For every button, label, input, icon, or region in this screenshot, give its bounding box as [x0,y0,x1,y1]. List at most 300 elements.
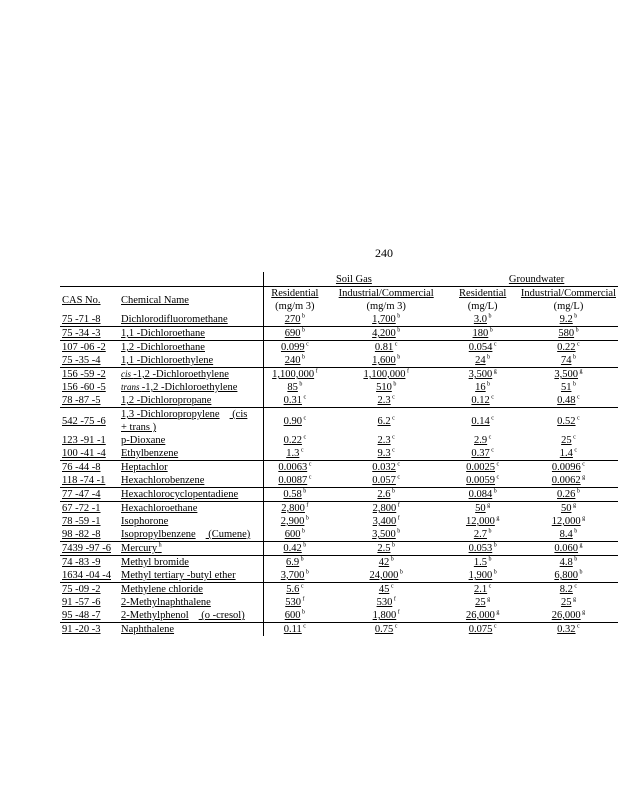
gw-residential-value: 0.053 [468,543,493,554]
gw-residential-cell [446,596,518,609]
chemical-name [121,584,203,595]
soil-residential-value: 270 [284,314,301,325]
footnote-mark: c [395,461,401,468]
gw-residential-value: 180 [472,328,489,339]
chemical-name-text: 2-Methylnaphthalene [121,597,211,608]
gw-industrial-cell [519,447,618,461]
soil-residential-value: 0.22 [283,435,302,446]
soil-industrial-value: 42 [378,557,390,568]
footnote-mark: b [574,327,579,334]
chemical-name [121,435,165,446]
gw-residential-value: 12,000 [465,516,495,527]
footnote-mark: g [485,502,491,509]
gw-industrial-cell [519,556,618,570]
gw-residential-value: 1,900 [468,570,493,581]
footnote-mark: f [396,515,400,522]
soil-industrial-value: 0.75 [374,624,394,635]
chemical-name-text: Hexachloroethane [121,503,198,514]
gw-residential-value: 0.084 [468,489,493,500]
soil-industrial-value: 1,100,000 [363,369,406,380]
soil-residential-cell [263,447,326,461]
gw-residential-value: 0.0025 [466,462,496,473]
gw-industrial-value: 4.8 [559,557,573,568]
gw-industrial-cell [519,327,618,341]
gw-residential-cell [446,569,518,583]
soil-industrial-cell [326,569,446,583]
gw-residential-cell [446,447,518,461]
footnote-mark: g [580,474,586,481]
footnote-mark: g [492,368,497,375]
gw-industrial-value: 0.32 [557,624,576,635]
gw-industrial-cell [519,542,618,556]
soil-residential-value: 5.6 [286,584,300,595]
footnote-mark: c [487,583,492,590]
gw-industrial-cell [519,341,618,355]
footnote-mark: f [314,368,318,375]
cas-number: 78 -87 -5 [62,395,101,406]
footnote-mark: c [572,583,578,590]
footnote-mark: b [488,327,493,334]
cas-number: 77 -47 -4 [62,489,101,500]
footnote-mark: b [300,528,305,535]
footnote-mark: c [307,474,312,481]
cas-number: 95 -48 -7 [62,610,101,621]
gw-residential-value: 1.5 [473,557,487,568]
soil-industrial-cell [326,623,446,637]
footnote-mark: b [398,569,403,576]
gw-residential-header: Residential [459,288,507,299]
soil-industrial-cell [326,313,446,327]
footnote-mark: c [307,461,312,468]
soil-industrial-cell [326,381,446,394]
table-row [60,609,618,623]
footnote-mark: f [405,368,409,375]
soil-residential-cell [263,408,326,435]
soil-residential-units: (mg/m 3) [275,301,315,312]
soil-industrial-value: 2.6 [377,489,391,500]
gw-industrial-value: 0.22 [557,342,576,353]
gw-residential-cell [446,488,518,502]
soil-industrial-cell [326,434,446,447]
cas-number-cell [60,502,119,516]
cas-number: 78 -59 -1 [62,516,101,527]
cas-number: 118 -74 -1 [62,475,106,486]
footnote-mark: c [393,623,398,630]
chemical-name [121,382,237,393]
gw-residential-units: (mg/L) [467,301,498,312]
footnote-mark: g [571,502,576,509]
soil-industrial-value: 9.3 [377,448,391,459]
footnote-mark: b [390,542,395,549]
cas-number-cell [60,515,119,528]
soil-residential-cell [263,623,326,637]
soil-industrial-value: 2.3 [377,395,391,406]
soil-industrial-cell [326,354,446,368]
footnote-mark: b [492,542,497,549]
chemical-name [121,610,245,621]
cas-number-cell [60,596,119,609]
footnote-mark: c [389,583,394,590]
chemical-name-line2: + trans ) [121,422,157,433]
footnote-mark: c [571,434,576,441]
soil-residential-cell [263,488,326,502]
groundwater-header: Groundwater [508,273,565,285]
chemical-name-cell [119,569,263,583]
soil-industrial-cell [326,502,446,516]
gw-industrial-cell [519,368,618,382]
chemical-name-text: Naphthalene [121,624,175,635]
soil-residential-cell [263,609,326,623]
chemical-name-cell [119,434,263,447]
gw-industrial-value: 50 [560,503,572,514]
soil-industrial-value: 2.5 [377,543,391,554]
gw-industrial-value: 0.48 [557,395,576,406]
footnote-mark: b [575,488,580,495]
gw-industrial-cell [519,515,618,528]
chemical-name [121,409,247,420]
soil-industrial-value: 6.2 [377,415,391,427]
footnote-mark: c [575,415,580,421]
gw-residential-value: 2.7 [473,529,487,540]
gw-residential-value: 2.1 [474,584,488,595]
soil-industrial-value: 45 [378,584,390,595]
footnote-mark: b [485,354,491,361]
cas-number-cell [60,461,119,475]
gw-residential-value: 25 [475,597,486,608]
soil-residential-value: 0.31 [283,395,302,406]
chemical-name-cell [119,596,263,609]
cas-number-cell [60,313,119,327]
cas-number-cell [60,327,119,341]
cas-number-cell [60,488,119,502]
table-row [60,408,618,435]
chemical-name [121,369,229,380]
chemical-name-cell [119,542,263,556]
cas-number-cell [60,528,119,542]
soil-industrial-header: Industrial/Commercial [338,288,434,299]
soil-industrial-cell [326,327,446,341]
footnote-mark: f [396,609,400,616]
cas-number-cell [60,623,119,637]
gw-residential-value: 26,000 [465,610,495,621]
chemical-prefix: cis [121,369,134,379]
table-row [60,502,618,516]
gw-residential-value: 0.37 [471,448,490,459]
chemical-name [121,355,213,366]
gw-residential-value: 3.0 [473,314,487,325]
gw-residential-cell [446,434,518,447]
footnote-mark: c [575,394,580,401]
soil-residential-value: 0.11 [283,624,302,635]
soil-industrial-cell [326,474,446,488]
cas-number-cell [60,609,119,623]
soil-gas-groundwater-table [60,272,618,636]
gw-residential-cell [446,408,518,435]
soil-residential-value: 2,900 [280,516,305,527]
chemical-name-cell [119,583,263,597]
soil-industrial-cell [326,609,446,623]
gw-industrial-cell [519,569,618,583]
gw-residential-cell [446,609,518,623]
footnote-mark: b [395,327,401,334]
footnote-mark: b [300,354,305,361]
chemical-name-cell [119,461,263,475]
soil-residential-value: 6.9 [286,557,300,568]
chemical-name-text: Methyl bromide [121,557,189,568]
chemical-name [121,475,204,486]
gw-residential-cell [446,381,518,394]
soil-residential-cell [263,341,326,355]
soil-industrial-cell [326,368,446,382]
footnote-mark: b [572,313,578,320]
chemical-name-text: -1,2 -Dichloroethylene [133,369,229,380]
cas-number: 7439 -97 -6 [62,543,111,554]
gw-residential-cell [446,327,518,341]
table-row [60,528,618,542]
gw-industrial-cell [519,609,618,623]
soil-industrial-value: 0.81 [374,342,394,353]
footnote-mark: g [485,596,491,603]
chemical-name-text: 2-Methylphenol [121,610,189,621]
soil-residential-cell [263,368,326,382]
soil-residential-value: 0.099 [280,342,305,353]
soil-residential-value: 0.58 [283,489,302,500]
chemical-name-text: Hexachlorobenzene [121,475,205,486]
gw-residential-value: 3,500 [468,369,493,380]
gw-industrial-value: 0.060 [554,543,579,554]
soil-residential-value: 530 [285,597,301,608]
gw-industrial-cell [519,583,618,597]
soil-residential-cell [263,583,326,597]
gw-industrial-value: 25 [561,435,572,446]
gw-industrial-cell [519,381,618,394]
chemical-name-cell [119,368,263,382]
footnote-mark: b [300,313,305,320]
gw-residential-cell [446,394,518,408]
soil-residential-header: Residential [271,288,319,299]
footnote-mark: c [487,434,492,441]
footnote-mark: b [299,556,304,563]
footnote-mark: b [485,381,491,388]
soil-residential-value: 0.42 [283,543,302,554]
soil-residential-cell [263,434,326,447]
cas-number-cell [60,434,119,447]
footnote-mark: g [578,542,583,549]
gw-industrial-value: 74 [560,355,572,366]
cas-number: 75 -09 -2 [62,584,101,595]
footnote-mark: b [395,354,401,361]
chemical-name-text: -1,2 -Dichloroethylene [141,382,238,393]
footnote-mark: c [301,434,307,441]
table-row [60,313,618,327]
gw-industrial-cell [519,488,618,502]
footnote-mark: b [389,556,394,563]
table-row [60,556,618,570]
chemical-name-header: Chemical Name [121,294,189,306]
chemical-name-text: 1,3 -Dichloropropylene [121,409,220,420]
soil-residential-cell [263,515,326,528]
chemical-name-cell [119,609,263,623]
gw-industrial-value: 3,500 [554,369,579,380]
cas-number-cell [60,474,119,488]
gw-industrial-value: 25 [560,597,572,608]
gw-residential-cell [446,461,518,475]
footnote-mark: g [578,368,583,375]
footnote-mark: b [304,515,309,522]
soil-residential-value: 690 [284,328,301,339]
gw-residential-cell [446,341,518,355]
cas-number: 76 -44 -8 [62,462,101,473]
footnote-mark: c [299,583,304,590]
cas-number-cell [60,447,119,461]
cas-number-cell [60,569,119,583]
table-row [60,354,618,368]
gw-residential-value: 24 [475,355,486,366]
soil-residential-cell [263,381,326,394]
chemical-name-text: 1,2 -Dichloroethane [121,342,205,353]
soil-industrial-cell [326,515,446,528]
chemical-name-cell [119,354,263,368]
footnote-mark: b [492,569,497,576]
footnote-mark: c [575,341,580,348]
chemical-name-text: p-Dioxane [121,435,166,446]
chemical-name-cell [119,447,263,461]
footnote-mark: g [494,515,500,522]
table-row [60,623,618,637]
cas-number: 542 -75 -6 [62,415,106,427]
gw-residential-cell [446,542,518,556]
footnote-mark: c [580,461,585,468]
soil-residential-value: 240 [284,355,301,366]
gw-residential-cell [446,623,518,637]
gw-residential-value: 0.14 [471,415,490,427]
footnote-mark: b [486,556,492,563]
chemical-name [121,395,211,406]
table-row [60,368,618,382]
cas-number: 98 -82 -8 [62,529,101,540]
soil-industrial-value: 0.057 [372,475,396,486]
chemical-name [121,448,178,459]
gw-industrial-value: 51 [560,382,572,393]
table-row [60,515,618,528]
chemical-name-cell [119,528,263,542]
footnote-mark: c [495,474,500,481]
soil-residential-value: 1,100,000 [272,369,315,380]
chemical-name-text: Isophorone [121,516,169,527]
chemical-name [121,516,168,527]
soil-residential-cell [263,542,326,556]
chemical-name-text: Hexachlorocyclopentadiene [121,489,239,500]
gw-industrial-value: 6,800 [554,570,579,581]
soil-industrial-value: 0.032 [372,462,396,473]
footnote-mark: c [492,341,497,348]
gw-residential-cell [446,474,518,488]
chemical-name [121,314,228,325]
gw-residential-cell [446,528,518,542]
footnote-mark: c [304,341,309,348]
footnote-mark: f [396,502,400,509]
chemical-name-cell [119,502,263,516]
gw-residential-value: 0.12 [471,395,490,406]
footnote-mark: b [572,528,578,535]
table-row [60,447,618,461]
soil-industrial-cell [326,341,446,355]
soil-industrial-value: 24,000 [369,570,399,581]
soil-industrial-value: 1,700 [372,314,396,325]
chemical-name-text: Methyl tertiary -butyl ether [121,570,236,581]
chemical-name-cell [119,623,263,637]
soil-residential-cell [263,528,326,542]
footnote-mark: g [494,609,500,616]
soil-industrial-cell [326,528,446,542]
soil-industrial-cell [326,542,446,556]
gw-residential-value: 0.075 [468,624,493,635]
cas-number: 1634 -04 -4 [62,570,111,581]
footnote-mark: c [489,394,494,401]
soil-industrial-value: 4,200 [372,328,396,339]
footnote-mark: c [489,415,494,421]
soil-residential-value: 85 [287,382,298,393]
table-row [60,583,618,597]
table-row [60,381,618,394]
gw-industrial-header: Industrial/Commercial [520,288,616,299]
cas-number-cell [60,354,119,368]
soil-residential-cell [263,556,326,570]
footnote-mark: c [492,623,497,630]
gw-residential-value: 0.0059 [466,475,496,486]
table-row [60,474,618,488]
soil-residential-cell [263,596,326,609]
cas-number-cell [60,381,119,394]
footnote-mark: f [304,502,309,509]
table-row [60,569,618,583]
soil-industrial-cell [326,461,446,475]
footnote-mark: c [390,394,395,401]
soil-industrial-value: 3,500 [372,529,396,540]
soil-residential-cell [263,354,326,368]
chemical-name-cell [119,381,263,394]
soil-industrial-value: 510 [376,382,392,393]
gw-industrial-value: 8.4 [559,529,573,540]
chemical-name-text: 1,1 -Dichloroethylene [121,355,214,366]
gw-residential-value: 2.9 [474,435,488,446]
table-row [60,394,618,408]
gw-industrial-value: 8.2 [559,584,573,595]
chemical-name-cell [119,515,263,528]
chemical-name-cell [119,341,263,355]
footnote-mark: b [300,609,305,616]
footnote-mark: c [575,623,580,630]
footnote-mark: b [301,542,307,549]
footnote-mark: c [301,415,307,421]
cas-number: 75 -34 -3 [62,328,101,339]
footnote-mark: c [301,394,307,401]
gw-industrial-cell [519,596,618,609]
soil-industrial-cell [326,447,446,461]
gw-industrial-value: 0.0096 [551,462,581,473]
footnote-mark: h [157,542,162,549]
footnote-mark: b [390,488,395,495]
cas-header: CAS No. [62,294,101,306]
soil-residential-value: 600 [284,610,301,621]
group-header-row [60,272,618,287]
cas-number: 75 -71 -8 [62,314,101,325]
chemical-name-cell [119,556,263,570]
chemical-name [121,342,205,353]
chemical-name-text: 1,1 -Dichloroethane [121,328,205,339]
footnote-mark: b [571,381,576,388]
chemical-name [121,503,197,514]
